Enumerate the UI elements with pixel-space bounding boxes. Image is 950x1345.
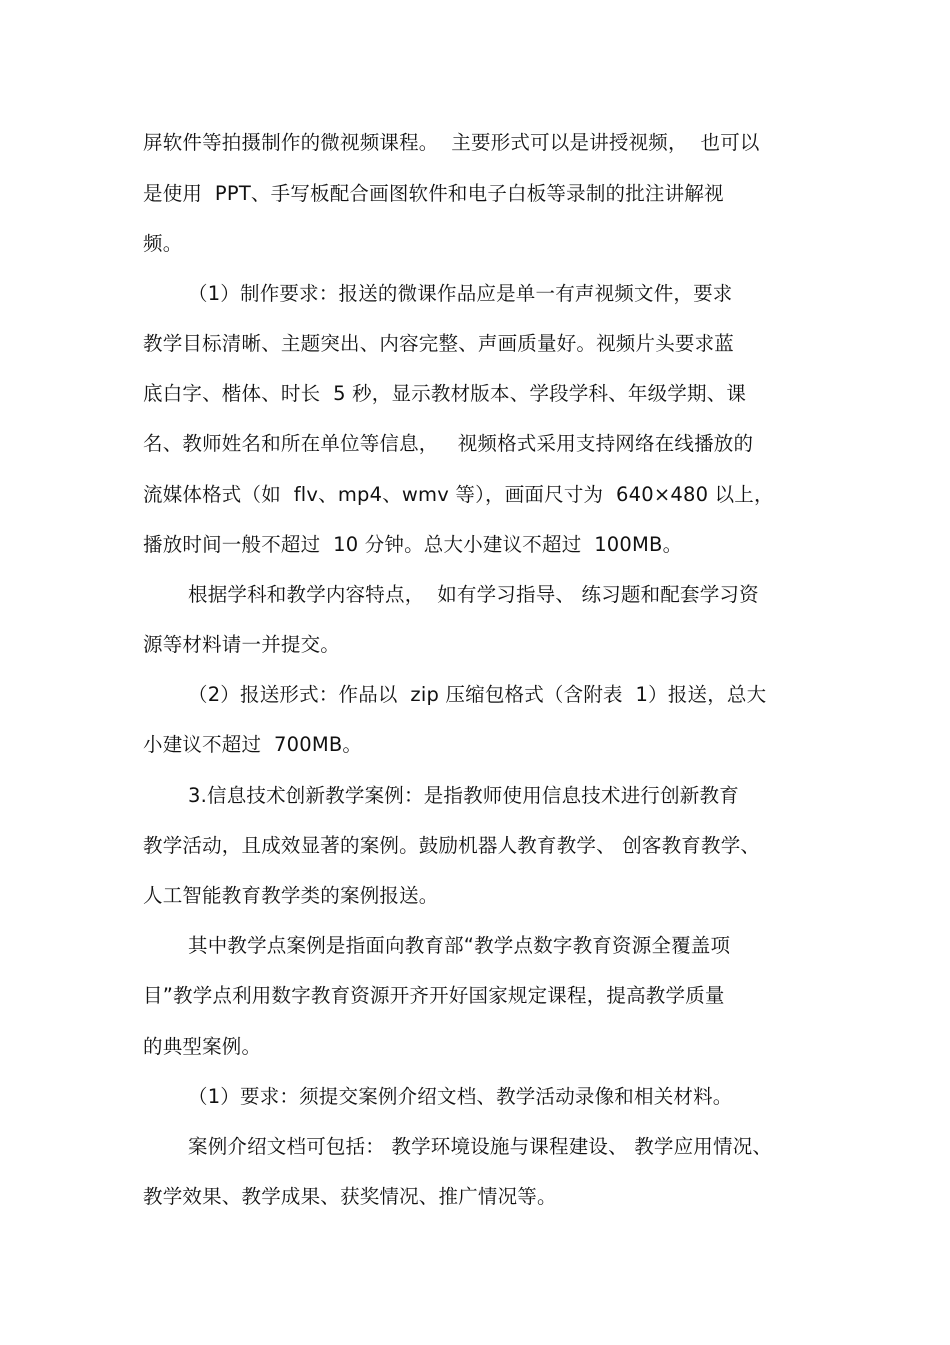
text-line: 是使用 PPT、手写板配合画图软件和电子白板等录制的批注讲解视 xyxy=(143,182,724,205)
text-line: 案例介绍文档可包括： 教学环境设施与课程建设、 教学应用情况、 xyxy=(188,1135,773,1158)
text-line: 名、教师姓名和所在单位等信息， 视频格式采用支持网络在线播放的 xyxy=(143,432,754,455)
text-line: 小建议不超过 700MB。 xyxy=(143,733,363,756)
text-line: 流媒体格式（如 flv、mp4、wmv 等），画面尺寸为 640×480 以上， xyxy=(143,483,774,506)
text-line: 其中教学点案例是指面向教育部“教学点数字教育资源全覆盖项 xyxy=(188,934,731,957)
text-line: 人工智能教育教学类的案例报送。 xyxy=(143,884,439,907)
text-line: 目”教学点利用数字教育资源开齐开好国家规定课程，提高教学质量 xyxy=(143,984,725,1007)
text-line: 源等材料请一并提交。 xyxy=(143,633,341,656)
text-line: （2）报送形式：作品以 zip 压缩包格式（含附表 1）报送，总大 xyxy=(188,683,767,706)
text-line: 教学活动，且成效显著的案例。鼓励机器人教育教学、 创客教育教学、 xyxy=(143,834,761,857)
text-line: （1）制作要求：报送的微课作品应是单一有声视频文件，要求 xyxy=(188,282,733,305)
text-line: 频。 xyxy=(143,232,183,255)
text-line: 3.信息技术创新教学案例：是指教师使用信息技术进行创新教育 xyxy=(188,784,739,807)
text-line: 播放时间一般不超过 10 分钟。总大小建议不超过 100MB。 xyxy=(143,533,683,556)
text-line: 底白字、楷体、时长 5 秒，显示教材版本、学段学科、年级学期、课 xyxy=(143,382,747,405)
text-line: 屏软件等拍摄制作的微视频课程。 主要形式可以是讲授视频， 也可以 xyxy=(143,131,760,154)
text-line: （1）要求：须提交案例介绍文档、教学活动录像和相关材料。 xyxy=(188,1085,733,1108)
text-line: 教学目标清晰、主题突出、内容完整、声画质量好。视频片头要求蓝 xyxy=(143,332,735,355)
text-line: 教学效果、教学成果、获奖情况、推广情况等。 xyxy=(143,1185,557,1208)
text-line: 根据学科和教学内容特点， 如有学习指导、 练习题和配套学习资 xyxy=(188,583,759,606)
text-line: 的典型案例。 xyxy=(143,1035,262,1058)
